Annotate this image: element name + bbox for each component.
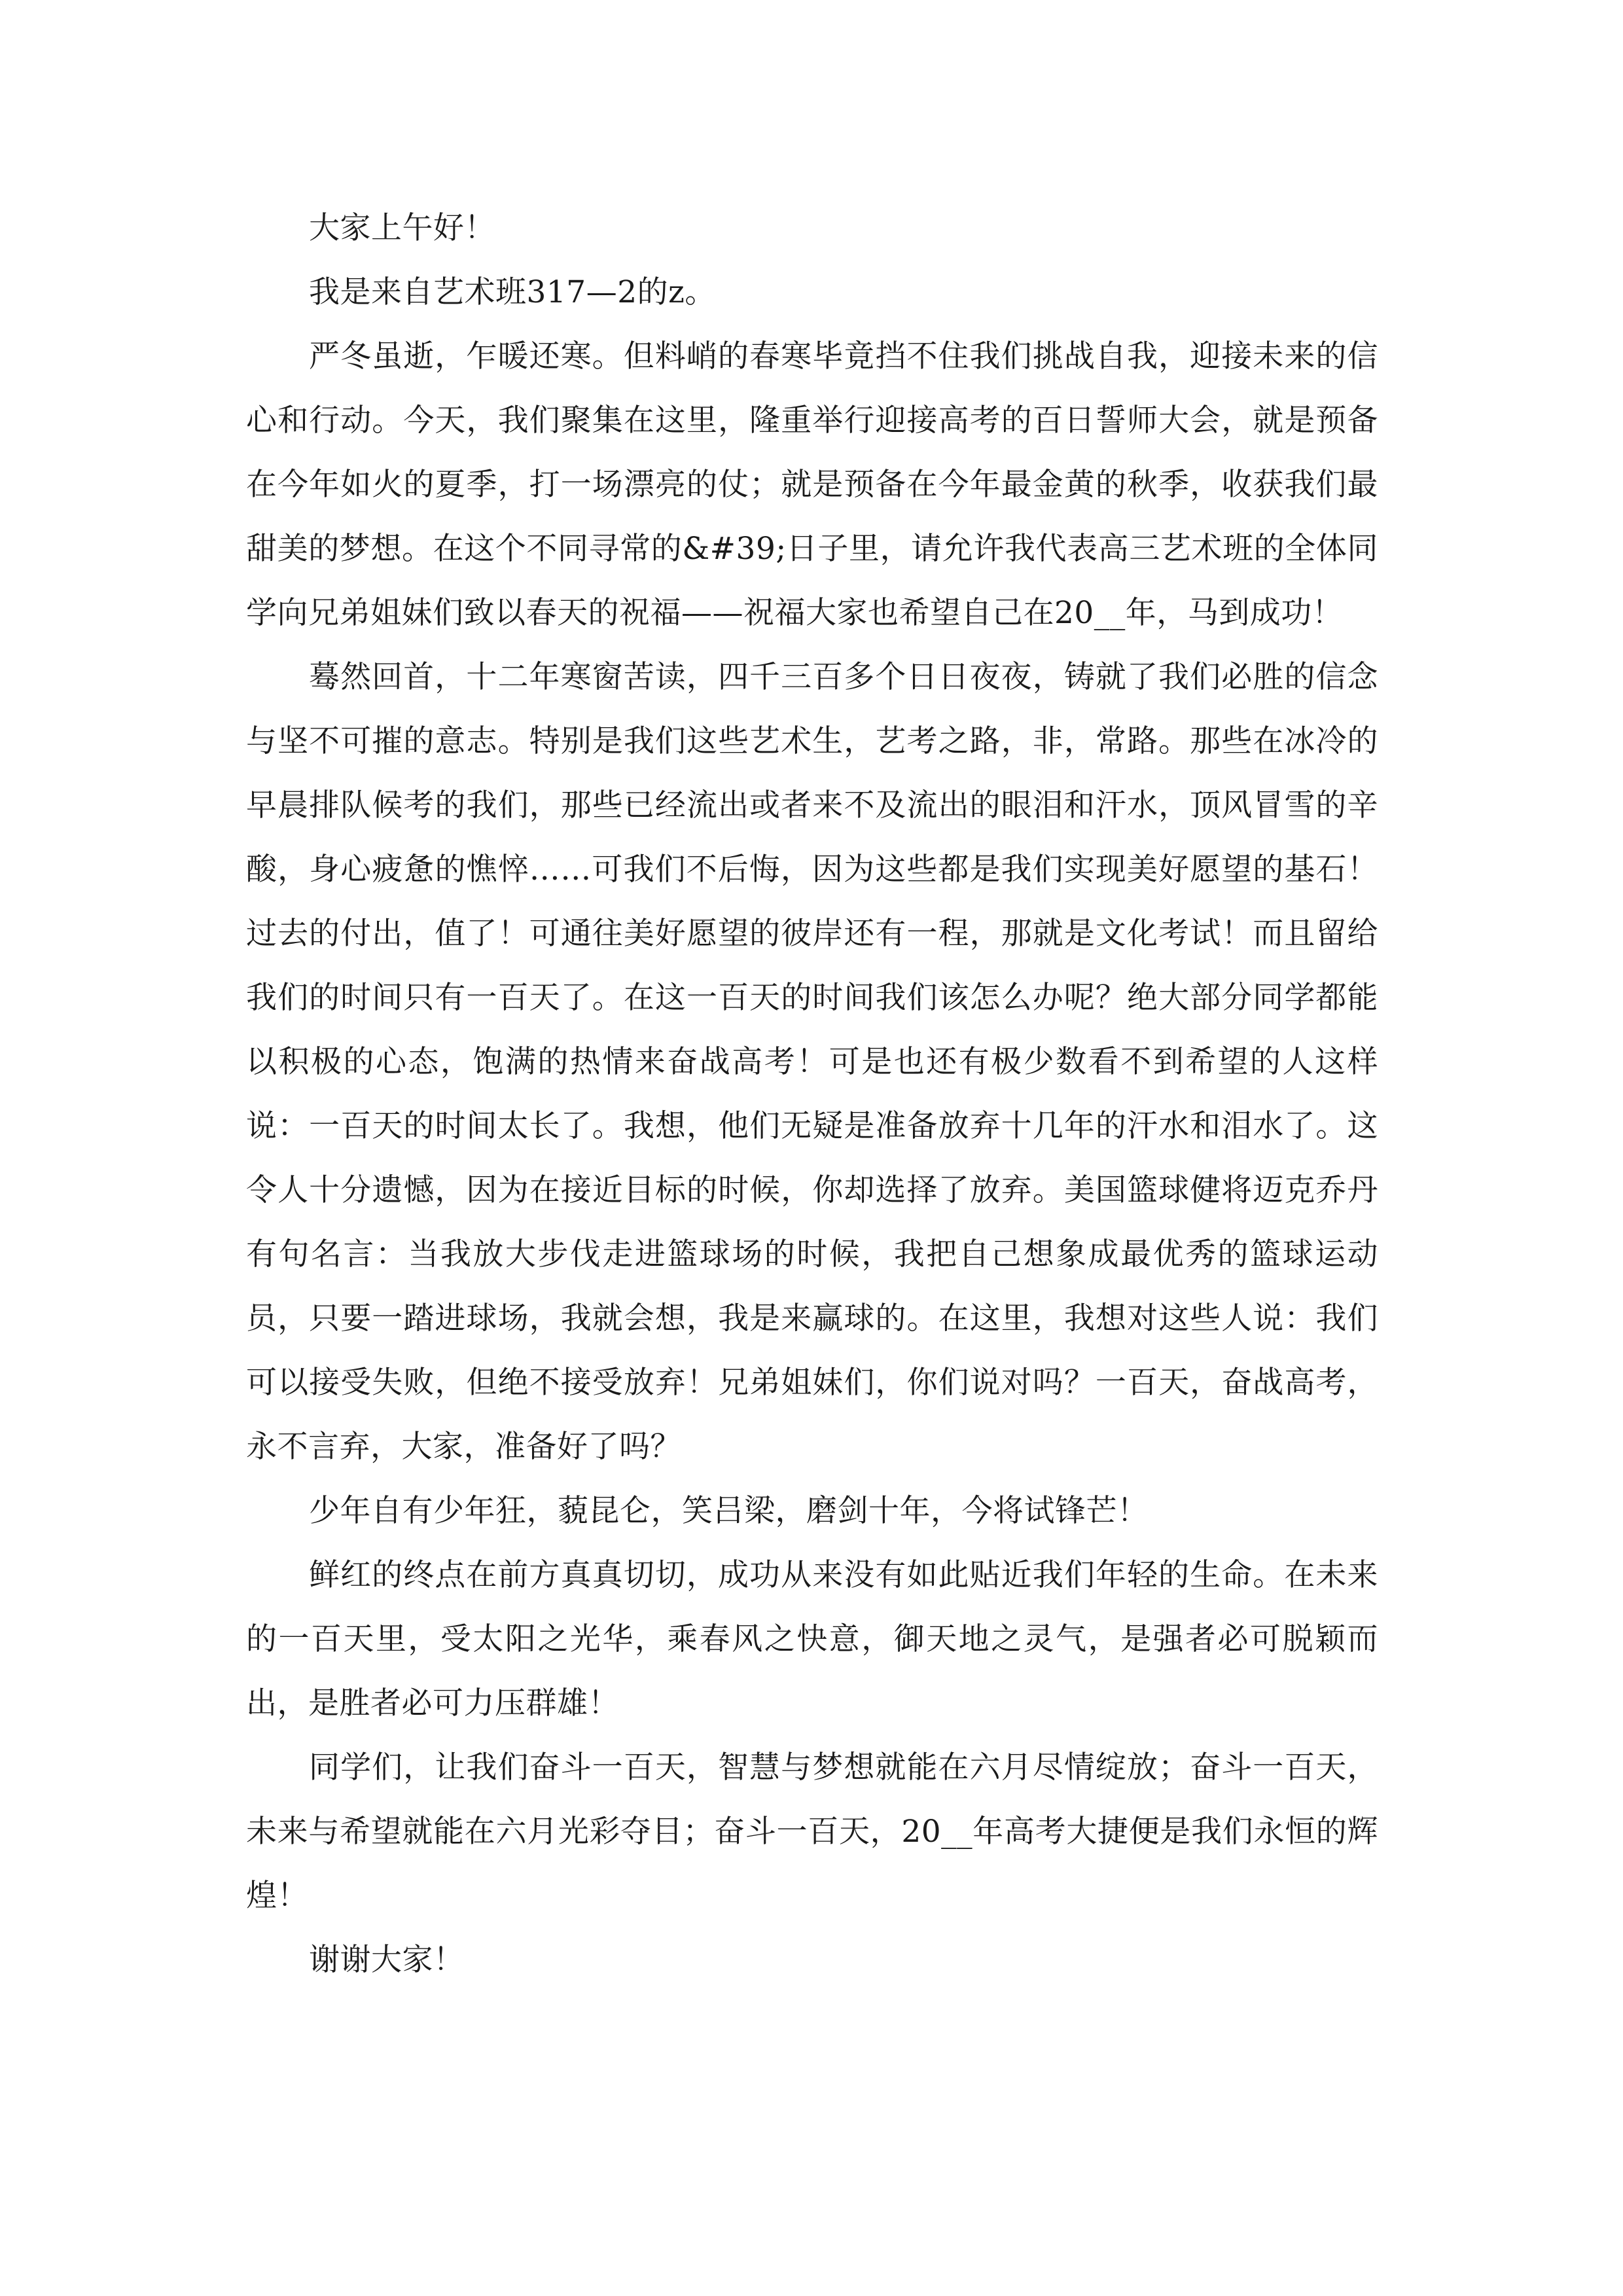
paragraph-call-to-action: 同学们，让我们奋斗一百天，智慧与梦想就能在六月尽情绽放；奋斗一百天，未来与希望就能在六月光彩夺目；奋斗一百天，20__年高考大捷便是我们永恒的辉煌！: [246, 1749, 1378, 1914]
paragraph-opening: 严冬虽逝，乍暖还寒。但料峭的春寒毕竟挡不住我们挑战自我，迎接未来的信心和行动。今天，我们聚集在这里，隆重举行迎接高考的百日誓师大会，就是预备在今年如火的夏季，打一场漂亮的仗；就是预备在今年最金黄的秋季，收获我们最甜美的梦想。在这个不同寻常的&#39;日子里，请允许我代表高三艺术班的全体同学向兄弟姐妹们致以春天的祝福——祝福大家也希望自己在20__年，马到成功！: [246, 338, 1378, 631]
paragraph-goal: 鲜红的终点在前方真真切切，成功从来没有如此贴近我们年轻的生命。在未来的一百天里，受太阳之光华，乘春风之快意，御天地之灵气，是强者必可脱颖而出，是胜者必可力压群雄！: [246, 1557, 1378, 1721]
paragraph-motto: 少年自有少年狂，藐昆仑，笑吕梁，磨剑十年，今将试锋芒！: [309, 1493, 1149, 1529]
paragraph-closing: 谢谢大家！: [309, 1942, 465, 1978]
paragraph-introduction: 我是来自艺术班317—2的z。: [309, 274, 716, 310]
speech-text: [246, 196, 1378, 1992]
paragraph-greeting: 大家上午好！: [309, 210, 495, 246]
paragraph-reflection: 蓦然回首，十二年寒窗苦读，四千三百多个日日夜夜，铸就了我们必胜的信念与坚不可摧的意志。特别是我们这些艺术生，艺考之路，非，常路。那些在冰冷的早晨排队候考的我们，那些已经流出或者来不及流出的眼泪和汗水，顶风冒雪的辛酸，身心疲惫的憔悴……可我们不后悔，因为这些都是我们实现美好愿望的基石！过去的付出，值了！可通往美好愿望的彼岸还有一程，那就是文化考试！而且留给我们的时间只有一百天了。在这一百天的时间我们该怎么办呢？绝大部分同学都能以积极的心态，饱满的热情来奋战高考！可是也还有极少数看不到希望的人这样说：一百天的时间太长了。我想，他们无疑是准备放弃十几年的汗水和泪水了。这令人十分遗憾，因为在接近目标的时候，你却选择了放弃。美国篮球健将迈克乔丹有句名言：当我放大步伐走进篮球场的时候，我把自己想象成最优秀的篮球运动员，只要一踏进球场，我就会想，我是来赢球的。在这里，我想对这些人说：我们可以接受失败，但绝不接受放弃！兄弟姐妹们，你们说对吗？一百天，奋战高考，永不言弃，大家，准备好了吗？: [246, 659, 1378, 1465]
